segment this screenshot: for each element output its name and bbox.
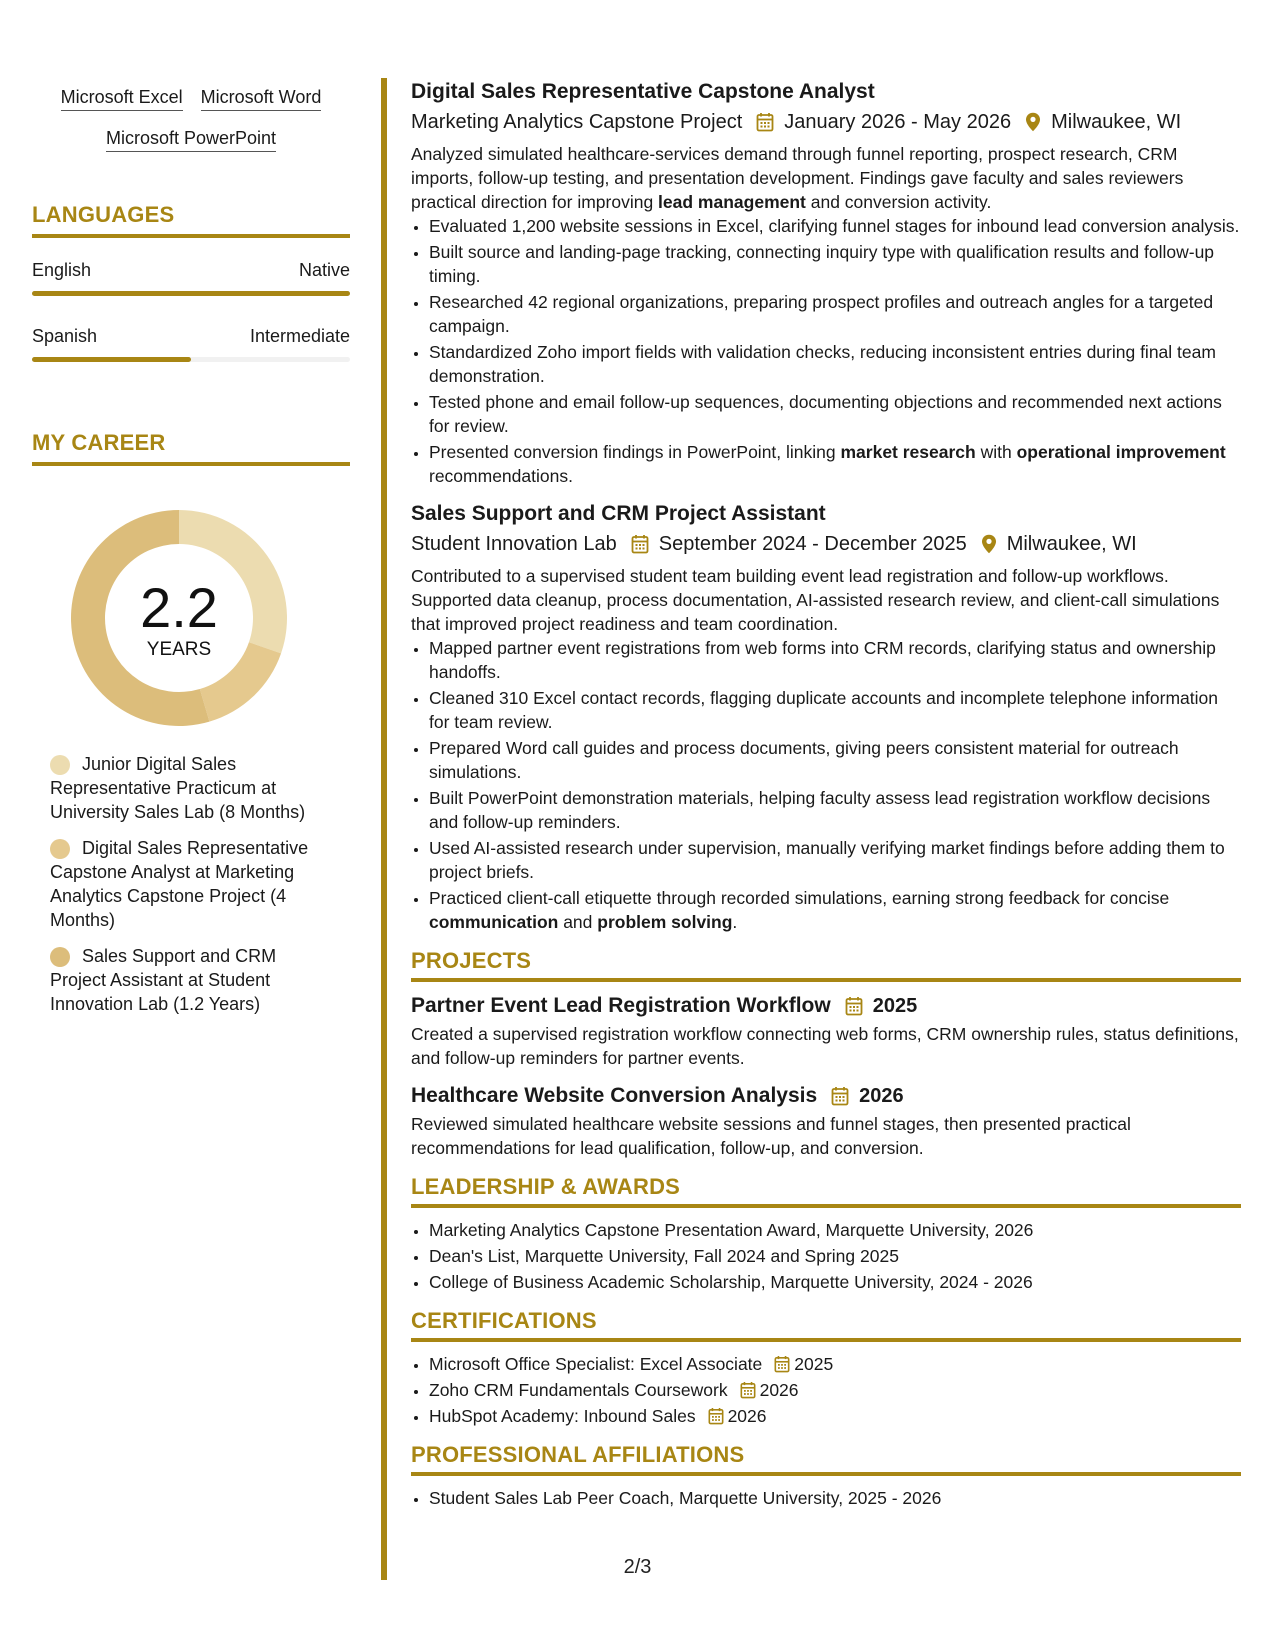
job-bullet: • Researched 42 regional organizations, preparing prospect profiles and outreach angles for a targeted campaign. — [429, 290, 1241, 338]
project-title-line — [411, 1082, 1241, 1110]
job-bullet: • Built source and landing-page tracking, connecting inquiry type with qualification results and follow-up timing. — [429, 240, 1241, 288]
job-bullet: • Cleaned 310 Excel contact records, flagging duplicate accounts and incomplete telephone information for team review. — [429, 686, 1241, 734]
certification-item — [429, 1378, 1241, 1402]
certification-year: 2025 — [794, 1354, 834, 1374]
section-rule — [32, 234, 350, 238]
job-bullet: • Evaluated 1,200 website sessions in Excel, clarifying funnel stages for inbound lead conversion analysis. — [429, 214, 1241, 238]
calendar-icon — [831, 1086, 849, 1106]
language-level: Native — [298, 260, 350, 280]
job-bullet: • Mapped partner event registrations from web forms into CRM records, clarifying status and ownership handoffs. — [429, 636, 1241, 684]
job-description: Analyzed simulated healthcare-services demand through funnel reporting, prospect research, CRM imports, follow-up testing, and presentation development. Findings gave faculty and sales reviewers practical direction for improving lead management and conversion activity. — [411, 144, 1184, 212]
job-org: Marketing Analytics Capstone Project — [411, 111, 743, 133]
column-divider — [381, 78, 387, 1580]
job-bullet: • Tested phone and email follow-up sequences, documenting objections and recommended next actions for review. — [429, 390, 1241, 438]
career-legend-item — [50, 836, 320, 932]
career-total: 2.2 — [140, 576, 218, 639]
career-legend — [50, 752, 320, 1028]
job-bullet: • Prepared Word call guides and process documents, giving peers consistent material for outreach simulations. — [429, 736, 1241, 784]
job-bullet: • Used AI-assisted research under supervision, manually verifying market findings before adding them to project briefs. — [429, 836, 1241, 884]
certifications-section — [411, 1308, 1241, 1428]
job-location: Milwaukee, WI — [1006, 533, 1137, 555]
award-item: • Dean's List, Marquette University, Fall 2024 and Spring 2025 — [429, 1244, 1241, 1268]
project-year: 2026 — [859, 1085, 904, 1107]
career-section — [32, 430, 350, 466]
certifications-list — [411, 1352, 1241, 1428]
skill-tag: Microsoft PowerPoint — [106, 127, 276, 152]
job-title: Digital Sales Representative Capstone Analyst — [411, 80, 875, 103]
career-heading: MY CAREER — [32, 430, 166, 455]
project-entry — [411, 992, 1241, 1070]
projects-heading: PROJECTS — [411, 948, 532, 973]
language-name: Spanish — [32, 326, 98, 346]
project-year: 2025 — [872, 995, 918, 1017]
language-item — [32, 326, 350, 362]
awards-heading: LEADERSHIP & AWARDS — [411, 1174, 681, 1199]
certification-year: 2026 — [727, 1406, 767, 1426]
job-meta — [411, 530, 1241, 558]
skill-tag: Microsoft Excel — [61, 86, 183, 111]
calendar-icon — [845, 996, 863, 1016]
project-title-line — [411, 992, 1241, 1020]
page-number: 2/3 — [623, 1556, 652, 1578]
calendar-icon — [708, 1407, 724, 1425]
language-item — [32, 260, 350, 296]
certification-item — [429, 1352, 1241, 1376]
legend-dot — [50, 839, 70, 859]
certification-name: • Zoho CRM Fundamentals Coursework — [429, 1380, 728, 1400]
proficiency-bar-fill — [32, 357, 191, 362]
affiliation-item: • Student Sales Lab Peer Coach, Marquette University, 2025 - 2026 — [429, 1486, 1241, 1510]
calendar-icon — [756, 112, 774, 132]
affiliations-heading: PROFESSIONAL AFFILIATIONS — [411, 1442, 745, 1467]
awards-list — [411, 1218, 1241, 1294]
career-legend-item — [50, 944, 320, 1016]
section-rule — [411, 1338, 1241, 1342]
job-bullet: • Presented conversion findings in PowerPoint, linking market research with operational improvement recommendations. — [429, 440, 1241, 488]
calendar-icon — [774, 1355, 790, 1373]
career-legend-label: Sales Support and CRM Project Assistant at Student Innovation Lab (1.2 Years) — [50, 946, 277, 1014]
language-level: Intermediate — [249, 326, 350, 346]
certification-year: 2026 — [759, 1380, 799, 1400]
certification-name: • Microsoft Office Specialist: Excel Associate — [429, 1354, 763, 1374]
certifications-heading: CERTIFICATIONS — [411, 1308, 597, 1333]
job-dates: January 2026 - May 2026 — [784, 111, 1012, 133]
skills-list — [32, 80, 350, 152]
job-org: Student Innovation Lab — [411, 533, 617, 555]
career-legend-label: Junior Digital Sales Representative Practicum at University Sales Lab (8 Months) — [50, 754, 306, 822]
section-rule — [411, 1472, 1241, 1476]
affiliations-section — [411, 1442, 1241, 1510]
legend-dot — [50, 947, 70, 967]
left-column — [32, 80, 350, 152]
proficiency-bar — [32, 357, 350, 362]
job-bullet: • Built PowerPoint demonstration materials, helping faculty assess lead registration workflow decisions and follow-up reminders. — [429, 786, 1241, 834]
location-pin-icon — [981, 534, 997, 554]
project-title: Healthcare Website Conversion Analysis — [411, 1084, 818, 1107]
right-column — [411, 78, 1241, 1512]
award-item: • College of Business Academic Scholarship, Marquette University, 2024 - 2026 — [429, 1270, 1241, 1294]
job-bullet: • Practiced client-call etiquette through recorded simulations, earning strong feedback for concise communication and problem solving. — [429, 886, 1241, 934]
skill-tag: Microsoft Word — [201, 86, 322, 111]
job-meta — [411, 108, 1241, 136]
certification-name: • HubSpot Academy: Inbound Sales — [429, 1406, 696, 1426]
proficiency-bar-fill — [32, 291, 350, 296]
career-legend-item — [50, 752, 320, 824]
job-bullets — [411, 636, 1241, 934]
job-dates: September 2024 - December 2025 — [658, 533, 967, 555]
career-donut — [66, 505, 292, 731]
job-bullets — [411, 214, 1241, 488]
job-bullet: • Standardized Zoho import fields with validation checks, reducing inconsistent entries during final team demonstration. — [429, 340, 1241, 388]
project-description: Created a supervised registration workflow connecting web forms, CRM ownership rules, status definitions, and follow-up reminders for partner events. — [411, 1024, 1239, 1068]
languages-section — [32, 202, 350, 362]
calendar-icon — [740, 1381, 756, 1399]
job-location: Milwaukee, WI — [1051, 111, 1182, 133]
language-name: English — [32, 260, 92, 280]
proficiency-bar — [32, 291, 350, 296]
project-title: Partner Event Lead Registration Workflow — [411, 994, 831, 1017]
calendar-icon — [631, 534, 649, 554]
section-rule — [411, 1204, 1241, 1208]
career-legend-label: Digital Sales Representative Capstone Analyst at Marketing Analytics Capstone Project (4 Months) — [50, 838, 309, 930]
legend-dot — [50, 755, 70, 775]
certification-item — [429, 1404, 1241, 1428]
job-title: Sales Support and CRM Project Assistant — [411, 502, 826, 525]
award-item: • Marketing Analytics Capstone Presentation Award, Marquette University, 2026 — [429, 1218, 1241, 1242]
experience-entry — [411, 500, 1241, 934]
location-pin-icon — [1025, 112, 1041, 132]
section-rule — [411, 978, 1241, 982]
affiliations-list — [411, 1486, 1241, 1510]
project-description: Reviewed simulated healthcare website sessions and funnel stages, then presented practical recommendations for lead qualification, follow-up, and conversion. — [411, 1114, 1131, 1158]
awards-section — [411, 1174, 1241, 1294]
experience-entry — [411, 78, 1241, 488]
project-entry — [411, 1082, 1241, 1160]
projects-section — [411, 948, 1241, 1160]
career-donut-center — [66, 505, 292, 731]
section-rule — [32, 462, 350, 466]
languages-heading: LANGUAGES — [32, 202, 175, 227]
job-description: Contributed to a supervised student team building event lead registration and follow-up workflows. Supported data cleanup, process documentation, AI-assisted research review, and client-call simulations that improved project readiness and team coordination. — [411, 566, 1220, 634]
career-unit: YEARS — [146, 639, 212, 660]
